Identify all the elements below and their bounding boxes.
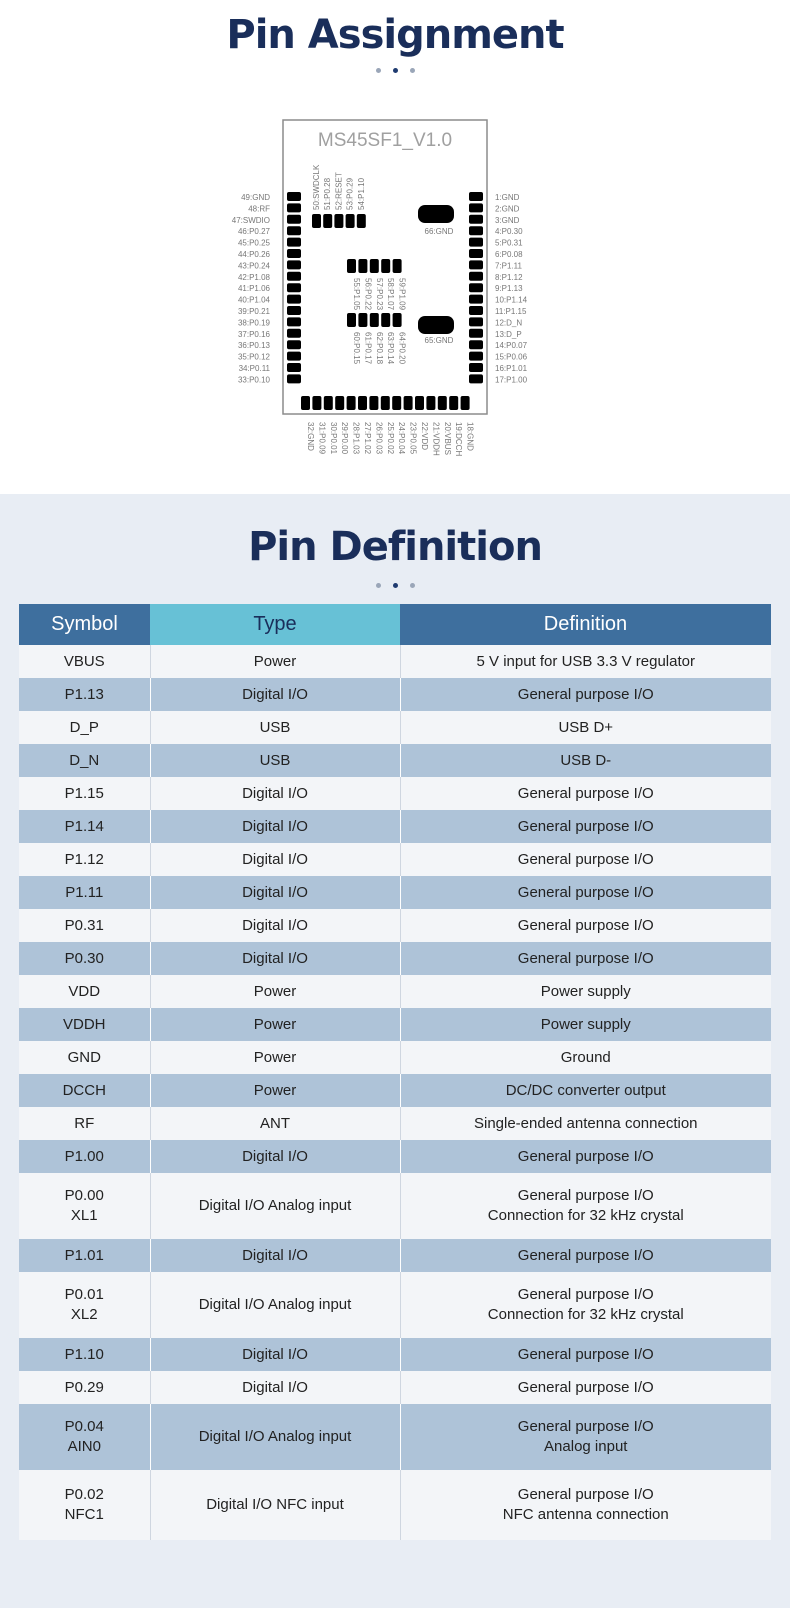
pin-label: 38:P0.19 xyxy=(237,318,270,328)
pin-pad xyxy=(461,396,470,410)
cell-definition: Power supply xyxy=(400,975,771,1008)
pin-pad xyxy=(287,329,301,338)
pin-pad xyxy=(469,340,483,349)
cell-type: Digital I/O xyxy=(150,942,400,975)
pin-pad xyxy=(287,363,301,372)
pin-label: 60:P0.15 xyxy=(352,332,361,365)
cell-type: Digital I/O NFC input xyxy=(150,1470,400,1540)
cell-definition: General purpose I/O xyxy=(400,843,771,876)
pin-label: 27:P1.02 xyxy=(363,422,372,455)
pin-label: 42:P1.08 xyxy=(237,272,270,282)
cell-type: Digital I/O Analog input xyxy=(150,1404,400,1470)
pin-pad xyxy=(469,272,483,281)
pin-pad xyxy=(347,396,356,410)
table-row xyxy=(19,744,771,777)
cell-type: Power xyxy=(150,1041,400,1074)
cell-symbol: P0.31 xyxy=(19,909,150,942)
pin-label: 53:P0.29 xyxy=(345,177,355,210)
pin-label: 64:P0.20 xyxy=(397,332,407,365)
pin-pad xyxy=(287,203,301,212)
pad-label-66: 66:GND xyxy=(424,227,454,236)
cell-definition: General purpose I/O xyxy=(400,678,771,711)
pin-pad xyxy=(287,226,301,235)
cell-type: Digital I/O xyxy=(150,1239,400,1272)
pin-label: 12:D_N xyxy=(495,318,523,328)
cell-definition: General purpose I/O Analog input xyxy=(400,1404,771,1470)
module-diagram xyxy=(0,0,790,494)
pin-label: 41:P1.06 xyxy=(237,284,270,294)
pin-pad xyxy=(404,396,413,410)
pin-label: 5:P0.31 xyxy=(495,238,523,248)
pin-pad xyxy=(469,192,483,201)
pin-pad xyxy=(287,283,301,292)
pin-label: 39:P0.21 xyxy=(237,307,270,316)
pin-label: 19:DCCH xyxy=(454,422,464,457)
pin-label: 34:P0.11 xyxy=(238,364,270,373)
table-row xyxy=(19,1470,771,1540)
table-row xyxy=(19,1239,771,1272)
pin-pad xyxy=(287,306,301,315)
pin-label: 35:P0.12 xyxy=(237,352,270,362)
pin-label: 54:P1.10 xyxy=(356,177,366,210)
module-label: MS45SF1_V1.0 xyxy=(317,130,453,151)
cell-definition: USB D+ xyxy=(400,711,771,744)
cell-symbol: P1.15 xyxy=(19,777,150,810)
pin-label: 58:P1.07 xyxy=(386,278,396,311)
cell-symbol: VDDH xyxy=(19,1008,150,1041)
pin-label: 11:P1.15 xyxy=(495,307,527,316)
pin-pad xyxy=(469,352,483,361)
pin-pad xyxy=(369,396,378,410)
cell-symbol: DCCH xyxy=(19,1074,150,1107)
pin-label: 63:P0.14 xyxy=(386,332,396,365)
pin-pad xyxy=(335,396,344,410)
cell-symbol: P0.00 XL1 xyxy=(19,1173,150,1239)
cell-symbol: GND xyxy=(19,1041,150,1074)
table-row xyxy=(19,1173,771,1239)
header-type: Type xyxy=(150,604,400,645)
table-row xyxy=(19,1371,771,1404)
pin-label: 45:P0.25 xyxy=(237,238,270,248)
cell-type: USB xyxy=(150,711,400,744)
table-row xyxy=(19,1272,771,1338)
pin-pad xyxy=(381,313,390,327)
pin-pad xyxy=(357,214,366,228)
pin-label: 28:P1.03 xyxy=(351,422,361,455)
cell-definition: DC/DC converter output xyxy=(400,1074,771,1107)
pin-label: 16:P1.01 xyxy=(495,364,528,373)
pin-label: 13:D_P xyxy=(495,329,522,339)
pin-pad xyxy=(287,295,301,304)
pin-label: 36:P0.13 xyxy=(237,341,270,351)
cell-definition: General purpose I/O xyxy=(400,1338,771,1371)
pin-assignment-title: Pin Assignment xyxy=(226,12,564,58)
table-row xyxy=(19,645,771,678)
cell-symbol: P0.30 xyxy=(19,942,150,975)
pin-pad xyxy=(469,215,483,224)
cell-type: Digital I/O xyxy=(150,1338,400,1371)
pin-pad xyxy=(287,352,301,361)
cell-definition: General purpose I/O xyxy=(400,777,771,810)
pin-pad xyxy=(381,259,390,273)
cell-type: ANT xyxy=(150,1107,400,1140)
pin-pad xyxy=(469,374,483,383)
pin-definition-dots xyxy=(0,583,790,588)
cell-type: Digital I/O xyxy=(150,810,400,843)
pin-label: 49:GND xyxy=(241,193,270,202)
header-symbol: Symbol xyxy=(19,604,150,645)
table-row xyxy=(19,942,771,975)
cell-symbol: RF xyxy=(19,1107,150,1140)
pin-definition-table xyxy=(19,604,771,1540)
pin-pad xyxy=(469,226,483,235)
cell-symbol: VDD xyxy=(19,975,150,1008)
cell-type: Digital I/O xyxy=(150,909,400,942)
pin-pad xyxy=(469,260,483,269)
pin-label: 9:P1.13 xyxy=(495,284,523,294)
pin-pad xyxy=(324,396,333,410)
pin-definition-title: Pin Definition xyxy=(248,524,542,570)
cell-definition: Ground xyxy=(400,1041,771,1074)
table-row xyxy=(19,1338,771,1371)
cell-symbol: D_P xyxy=(19,711,150,744)
cell-symbol: P0.29 xyxy=(19,1371,150,1404)
cell-type: Power xyxy=(150,1074,400,1107)
pin-pad xyxy=(287,272,301,281)
pin-label: 2:GND xyxy=(495,204,520,214)
pin-label: 22:VDD xyxy=(420,422,429,451)
pin-label: 44:P0.26 xyxy=(237,250,270,259)
pin-pad xyxy=(312,396,321,410)
pin-label: 18:GND xyxy=(465,422,475,451)
pin-label: 17:P1.00 xyxy=(495,375,528,385)
pin-label: 43:P0.24 xyxy=(237,261,270,271)
pin-label: 15:P0.06 xyxy=(495,352,528,362)
pin-pad xyxy=(301,396,310,410)
pin-label: 40:P1.04 xyxy=(237,295,270,305)
pin-pad xyxy=(415,396,424,410)
pin-label: 23:P0.05 xyxy=(408,422,418,455)
cell-type: Digital I/O Analog input xyxy=(150,1272,400,1338)
cell-type: Digital I/O xyxy=(150,1140,400,1173)
cell-definition: General purpose I/O xyxy=(400,1140,771,1173)
cell-definition: Power supply xyxy=(400,1008,771,1041)
pin-pad xyxy=(347,259,356,273)
pin-label: 20:VBUS xyxy=(442,422,452,455)
gnd-pad-66 xyxy=(418,205,454,223)
pin-label: 56:P0.22 xyxy=(363,278,373,311)
pin-pad xyxy=(469,363,483,372)
table-header-row xyxy=(19,604,771,645)
pin-pad xyxy=(469,295,483,304)
cell-type: Power xyxy=(150,1008,400,1041)
pin-label: 32:GND xyxy=(306,422,315,451)
pin-pad xyxy=(312,214,321,228)
table-row xyxy=(19,1041,771,1074)
pin-label: 30:P0.01 xyxy=(328,422,338,455)
cell-symbol: D_N xyxy=(19,744,150,777)
table-row xyxy=(19,909,771,942)
table-row xyxy=(19,876,771,909)
cell-symbol: P1.11 xyxy=(19,876,150,909)
pin-pad xyxy=(287,238,301,247)
cell-symbol: P1.14 xyxy=(19,810,150,843)
pin-pad xyxy=(370,259,379,273)
table-row xyxy=(19,810,771,843)
pad-label-65: 65:GND xyxy=(424,336,454,345)
pin-label: 31:P0.09 xyxy=(317,422,327,455)
pin-label: 52:RESET xyxy=(334,172,344,210)
cell-symbol: P1.12 xyxy=(19,843,150,876)
pin-pad xyxy=(346,214,355,228)
pin-pad xyxy=(347,313,356,327)
pin-label: 55:P1.05 xyxy=(352,278,361,311)
cell-definition: General purpose I/O xyxy=(400,942,771,975)
pin-label: 50:SWDCLK xyxy=(312,164,321,210)
pin-label: 51:P0.28 xyxy=(323,177,333,210)
pin-label: 25:P0.02 xyxy=(385,422,395,455)
pin-label: 46:P0.27 xyxy=(237,227,270,237)
cell-type: Digital I/O xyxy=(150,876,400,909)
pin-label: 57:P0.23 xyxy=(374,278,384,311)
pin-pad xyxy=(358,396,367,410)
table-row xyxy=(19,1107,771,1140)
pin-label: 48:RF xyxy=(248,204,270,214)
cell-symbol: P0.04 AIN0 xyxy=(19,1404,150,1470)
pin-label: 4:P0.30 xyxy=(495,227,523,237)
pin-pad xyxy=(469,317,483,326)
pin-label: 14:P0.07 xyxy=(495,341,528,351)
pin-pad xyxy=(287,260,301,269)
header-definition: Definition xyxy=(400,604,771,645)
cell-type: Digital I/O xyxy=(150,678,400,711)
pin-pad xyxy=(381,396,390,410)
cell-definition: General purpose I/O xyxy=(400,810,771,843)
cell-symbol: P1.10 xyxy=(19,1338,150,1371)
pin-label: 24:P0.04 xyxy=(397,422,407,455)
table-row xyxy=(19,975,771,1008)
pin-pad xyxy=(469,283,483,292)
cell-type: Digital I/O xyxy=(150,1371,400,1404)
cell-type: Power xyxy=(150,645,400,678)
pin-pad xyxy=(469,203,483,212)
pin-label: 61:P0.17 xyxy=(363,332,373,365)
cell-definition: General purpose I/O xyxy=(400,909,771,942)
pin-pad xyxy=(393,259,402,273)
pin-label: 3:GND xyxy=(495,215,520,225)
cell-symbol: P1.01 xyxy=(19,1239,150,1272)
pin-label: 37:P0.16 xyxy=(237,329,270,339)
table-row xyxy=(19,1140,771,1173)
cell-symbol: P1.00 xyxy=(19,1140,150,1173)
cell-type: Power xyxy=(150,975,400,1008)
pin-pad xyxy=(469,249,483,258)
pin-pad xyxy=(370,313,379,327)
table-row xyxy=(19,1008,771,1041)
pin-label: 26:P0.03 xyxy=(374,422,384,455)
pin-pad xyxy=(392,396,401,410)
pin-pad xyxy=(287,249,301,258)
pin-pad xyxy=(438,396,447,410)
pin-pad xyxy=(469,306,483,315)
pin-label: 1:GND xyxy=(495,193,520,202)
cell-definition: General purpose I/O xyxy=(400,1239,771,1272)
table-row xyxy=(19,1074,771,1107)
table-row xyxy=(19,777,771,810)
cell-type: USB xyxy=(150,744,400,777)
pin-label: 47:SWDIO xyxy=(231,215,270,225)
table-row xyxy=(19,678,771,711)
pin-label: 59:P1.09 xyxy=(397,278,407,311)
pin-pad xyxy=(334,214,343,228)
pin-label: 33:P0.10 xyxy=(237,375,270,385)
cell-definition: General purpose I/O xyxy=(400,876,771,909)
pin-pad xyxy=(449,396,458,410)
pin-label: 7:P1.11 xyxy=(495,261,522,271)
cell-symbol: P0.01 XL2 xyxy=(19,1272,150,1338)
pin-pad xyxy=(426,396,435,410)
cell-symbol: P0.02 NFC1 xyxy=(19,1470,150,1540)
pin-pad xyxy=(287,317,301,326)
table-row xyxy=(19,1404,771,1470)
pin-label: 10:P1.14 xyxy=(495,295,528,305)
pin-pad xyxy=(469,238,483,247)
pin-label: 29:P0.00 xyxy=(340,422,350,455)
cell-definition: Single-ended antenna connection xyxy=(400,1107,771,1140)
pin-pad xyxy=(287,215,301,224)
pin-assignment-section xyxy=(0,0,790,494)
cell-definition: USB D- xyxy=(400,744,771,777)
pin-pad xyxy=(287,374,301,383)
table-row xyxy=(19,711,771,744)
cell-definition: General purpose I/O Connection for 32 kHz crystal xyxy=(400,1173,771,1239)
cell-definition: General purpose I/O xyxy=(400,1371,771,1404)
table-row xyxy=(19,843,771,876)
pin-pad xyxy=(323,214,332,228)
pin-pad xyxy=(358,259,367,273)
pin-label: 6:P0.08 xyxy=(495,250,523,259)
cell-definition: General purpose I/O NFC antenna connection xyxy=(400,1470,771,1540)
cell-symbol: P1.13 xyxy=(19,678,150,711)
pin-pad xyxy=(393,313,402,327)
cell-definition: General purpose I/O Connection for 32 kHz crystal xyxy=(400,1272,771,1338)
pin-label: 8:P1.12 xyxy=(495,272,523,282)
cell-definition: 5 V input for USB 3.3 V regulator xyxy=(400,645,771,678)
cell-type: Digital I/O xyxy=(150,777,400,810)
cell-type: Digital I/O xyxy=(150,843,400,876)
pin-label: 62:P0.18 xyxy=(374,332,384,365)
pin-pad xyxy=(287,192,301,201)
cell-symbol: VBUS xyxy=(19,645,150,678)
cell-type: Digital I/O Analog input xyxy=(150,1173,400,1239)
pin-pad xyxy=(469,329,483,338)
pin-label: 21:VDDH xyxy=(431,422,441,456)
pin-pad xyxy=(287,340,301,349)
gnd-pad-65 xyxy=(418,316,454,334)
pin-pad xyxy=(358,313,367,327)
